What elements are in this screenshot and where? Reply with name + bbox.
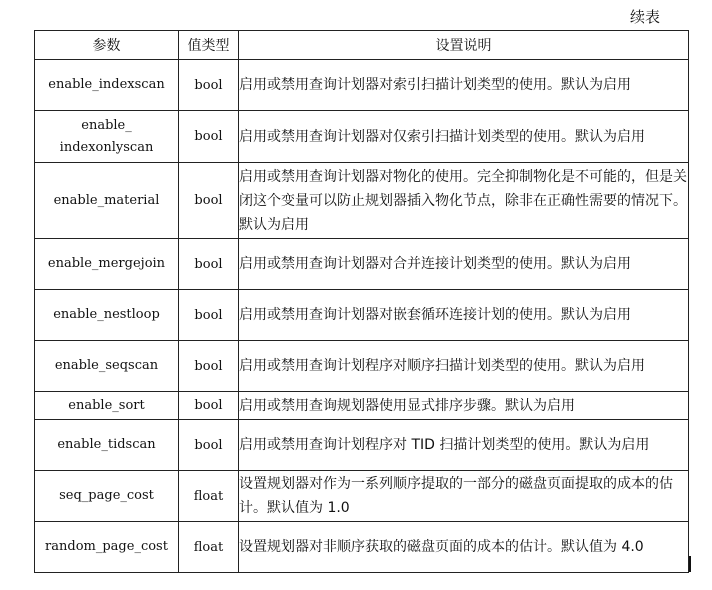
- param-name: enable_nestloop: [35, 290, 179, 341]
- table-row: [35, 239, 689, 290]
- header-param: 参数: [35, 31, 179, 60]
- param-name-line: indexonlyscan: [59, 139, 154, 155]
- setting-description: 启用或禁用查询计划程序对 TID 扫描计划类型的使用。默认为启用: [239, 420, 689, 471]
- header-desc: 设置说明: [239, 31, 689, 60]
- table-row: [35, 392, 689, 420]
- parameter-table: [34, 30, 689, 573]
- value-type: float: [179, 522, 239, 573]
- value-type: float: [179, 471, 239, 522]
- table-row: [35, 341, 689, 392]
- setting-description: 启用或禁用查询计划器对合并连接计划类型的使用。默认为启用: [239, 239, 689, 290]
- setting-description: 启用或禁用查询计划程序对顺序扫描计划类型的使用。默认为启用: [239, 341, 689, 392]
- param-name-line: enable_: [81, 117, 132, 133]
- value-type: bool: [179, 111, 239, 163]
- table-row: [35, 163, 689, 239]
- param-name: enable_indexscan: [35, 60, 179, 111]
- value-type: bool: [179, 239, 239, 290]
- table-row: [35, 522, 689, 573]
- table-row: [35, 60, 689, 111]
- header-type: 值类型: [179, 31, 239, 60]
- setting-description: 设置规划器对作为一系列顺序提取的一部分的磁盘页面提取的成本的估计。默认值为 1.0: [239, 471, 689, 522]
- param-name: enable_seqscan: [35, 341, 179, 392]
- value-type: bool: [179, 290, 239, 341]
- value-type: bool: [179, 341, 239, 392]
- setting-description: 启用或禁用查询计划器对物化的使用。完全抑制物化是不可能的，但是关闭这个变量可以防止规划器插入物化节点，除非在正确性需要的情况下。默认为启用: [239, 163, 689, 239]
- text-cursor: [689, 556, 691, 572]
- value-type: bool: [179, 163, 239, 239]
- param-name: enable_sort: [35, 392, 179, 420]
- table-row: [35, 471, 689, 522]
- param-name: enable_material: [35, 163, 179, 239]
- table-row: [35, 290, 689, 341]
- setting-description: 启用或禁用查询计划器对仅索引扫描计划类型的使用。默认为启用: [239, 111, 689, 163]
- param-name: [35, 111, 179, 163]
- table-row: [35, 111, 689, 163]
- value-type: bool: [179, 420, 239, 471]
- value-type: bool: [179, 60, 239, 111]
- header-row: [35, 31, 689, 60]
- setting-description: 启用或禁用查询计划器对索引扫描计划类型的使用。默认为启用: [239, 60, 689, 111]
- param-name: enable_tidscan: [35, 420, 179, 471]
- param-name: enable_mergejoin: [35, 239, 179, 290]
- continued-label: 续表: [630, 8, 661, 26]
- param-name: seq_page_cost: [35, 471, 179, 522]
- param-name: random_page_cost: [35, 522, 179, 573]
- setting-description: 启用或禁用查询规划器使用显式排序步骤。默认为启用: [239, 392, 689, 420]
- table-row: [35, 420, 689, 471]
- setting-description: 设置规划器对非顺序获取的磁盘页面的成本的估计。默认值为 4.0: [239, 522, 689, 573]
- setting-description: 启用或禁用查询计划器对嵌套循环连接计划的使用。默认为启用: [239, 290, 689, 341]
- value-type: bool: [179, 392, 239, 420]
